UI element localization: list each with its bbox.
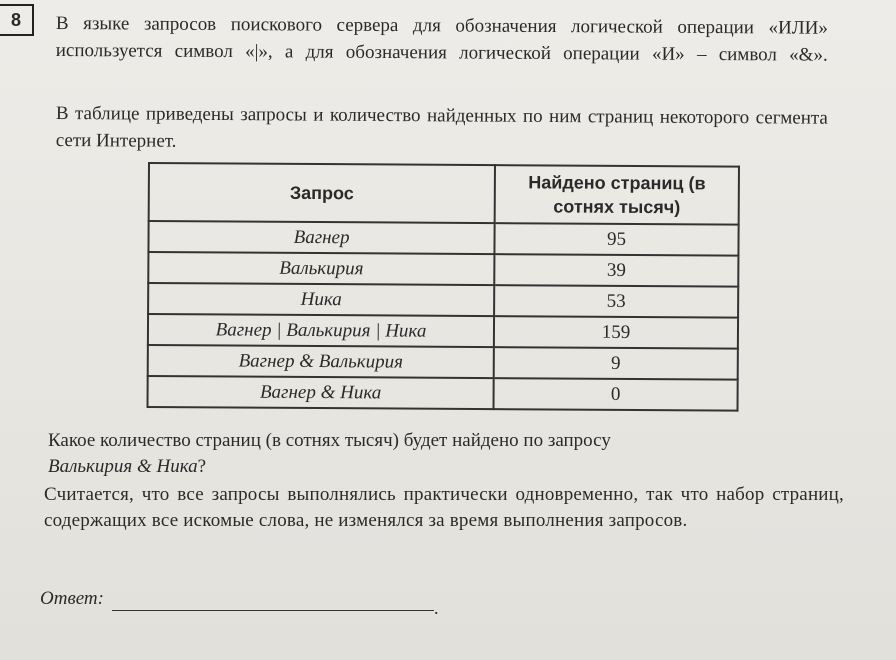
row-count: 0 (494, 378, 738, 410)
answer-field[interactable] (112, 610, 434, 611)
intro-paragraph-2: В таблице приведены запросы и количество найденных по ним страниц некоторого сегмента сети Интернет. (55, 102, 828, 152)
table-row (148, 252, 738, 287)
table-row (148, 376, 738, 411)
row-query: Вагнер | Валькирия | Ника (148, 314, 494, 347)
row-count: 95 (495, 223, 739, 255)
intro-paragraph-1: В языке запросов поискового сервера для обозначения логической операции «ИЛИ» используется символ «|», а для обозначения логической операции «И» – символ «&». (55, 12, 828, 66)
row-query: Вагнер (148, 221, 494, 254)
question-note: Считается, что все запросы выполнялись практически одновременно, так что набор страниц, содержащих все искомые слова, не изменялся за время выполнения запросов. (44, 484, 844, 531)
question-text (48, 428, 838, 480)
answer-end: . (434, 598, 439, 618)
answer-label: Ответ: (40, 588, 104, 609)
table-row (148, 283, 738, 318)
row-count: 159 (494, 316, 738, 348)
table-row (148, 345, 738, 380)
question-line: Какое количество страниц (в сотнях тысяч) будет найдено по запросу (48, 430, 611, 451)
row-count: 53 (494, 285, 738, 317)
header-count: Найдено страниц (в сотнях тысяч) (495, 165, 739, 224)
row-count: 9 (494, 347, 738, 379)
table-row (148, 314, 738, 349)
row-query: Ника (148, 283, 494, 316)
row-query: Вагнер & Валькирия (148, 345, 494, 378)
table-header-row (149, 163, 739, 225)
table-row (148, 221, 738, 256)
task-number: 8 (0, 4, 34, 36)
row-query: Валькирия (148, 252, 494, 285)
header-query: Запрос (149, 163, 495, 223)
query-table (146, 162, 739, 412)
question-mark: ? (197, 456, 207, 477)
row-query: Вагнер & Ника (148, 376, 494, 409)
row-count: 39 (494, 254, 738, 286)
question-query: Валькирия & Ника (48, 456, 198, 477)
